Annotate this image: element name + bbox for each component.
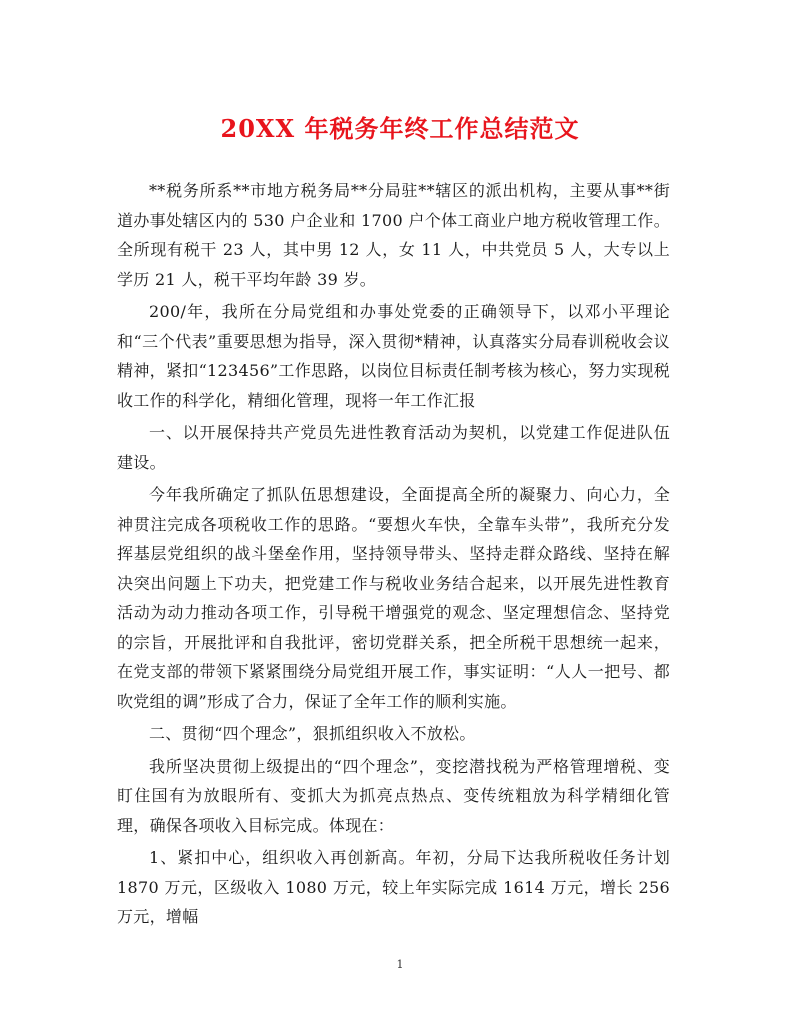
paragraph-four-concepts: 我所坚决贯彻上级提出的“四个理念”，变挖潜找税为严格管理增税、变盯住国有为放眼所有、变抓大为抓亮点热点、变传统粗放为科学精细化管理，确保各项收入目标完成。体现在：	[117, 756, 670, 835]
paragraph-team-building: 今年我所确定了抓队伍思想建设，全面提高全所的凝聚力、向心力，全神贯注完成各项税收工作的思路。“要想火车快，全靠车头带”，我所充分发挥基层党组织的战斗堡垒作用，坚持领导带头、坚持走群众路线、坚持在解决突出问题上下功夫，把党建工作与税收业务结合起来，以开展先进性教育活动为动力推动各项工作，引导税干增强党的观念、坚定理想信念、坚持党的宗旨，开展批评和自我批评，密切党群关系，把全所税干思想统一起来，在党支部的带领下紧紧围绕分局党组开展工作，事实证明：“人人一把号、都吹党组的调”形成了合力，保证了全年工作的顺利实施。	[117, 485, 670, 711]
section-heading-1: 一、以开展保持共产党员先进性教育活动为契机，以党建工作促进队伍建设。	[117, 423, 670, 472]
paragraph-intro: **税务所系**市地方税务局**分局驻**辖区的派出机构，主要从事**街道办事处辖区内的 530 户企业和 1700 户个体工商业户地方税收管理工作。全所现有税干 23 人，其中男 12 人，女 11 人，中共党员 5 人，大专以上学历 21 人，税干平均年龄 39 岁。	[117, 181, 670, 289]
document-body	[117, 176, 670, 935]
page-number: 1	[396, 958, 404, 971]
paragraph-revenue: 1、紧扣中心，组织收入再创新高。年初，分局下达我所税收任务计划 1870 万元，区级收入 1080 万元，较上年实际完成 1614 万元，增长 256 万元，增幅	[117, 848, 670, 926]
paragraph-overview: 200/年，我所在分局党组和办事处党委的正确领导下，以邓小平理论和“三个代表”重要思想为指导，深入贯彻*精神，认真落实分局春训税收会议精神，紧扣“123456”工作思路，以岗位目标责任制考核为核心，努力实现税收工作的科学化，精细化管理，现将一年工作汇报	[117, 302, 670, 410]
section-heading-2: 二、贯彻“四个理念”，狠抓组织收入不放松。	[149, 724, 476, 743]
document-title: 20XX 年税务年终工作总结范文	[220, 114, 580, 143]
